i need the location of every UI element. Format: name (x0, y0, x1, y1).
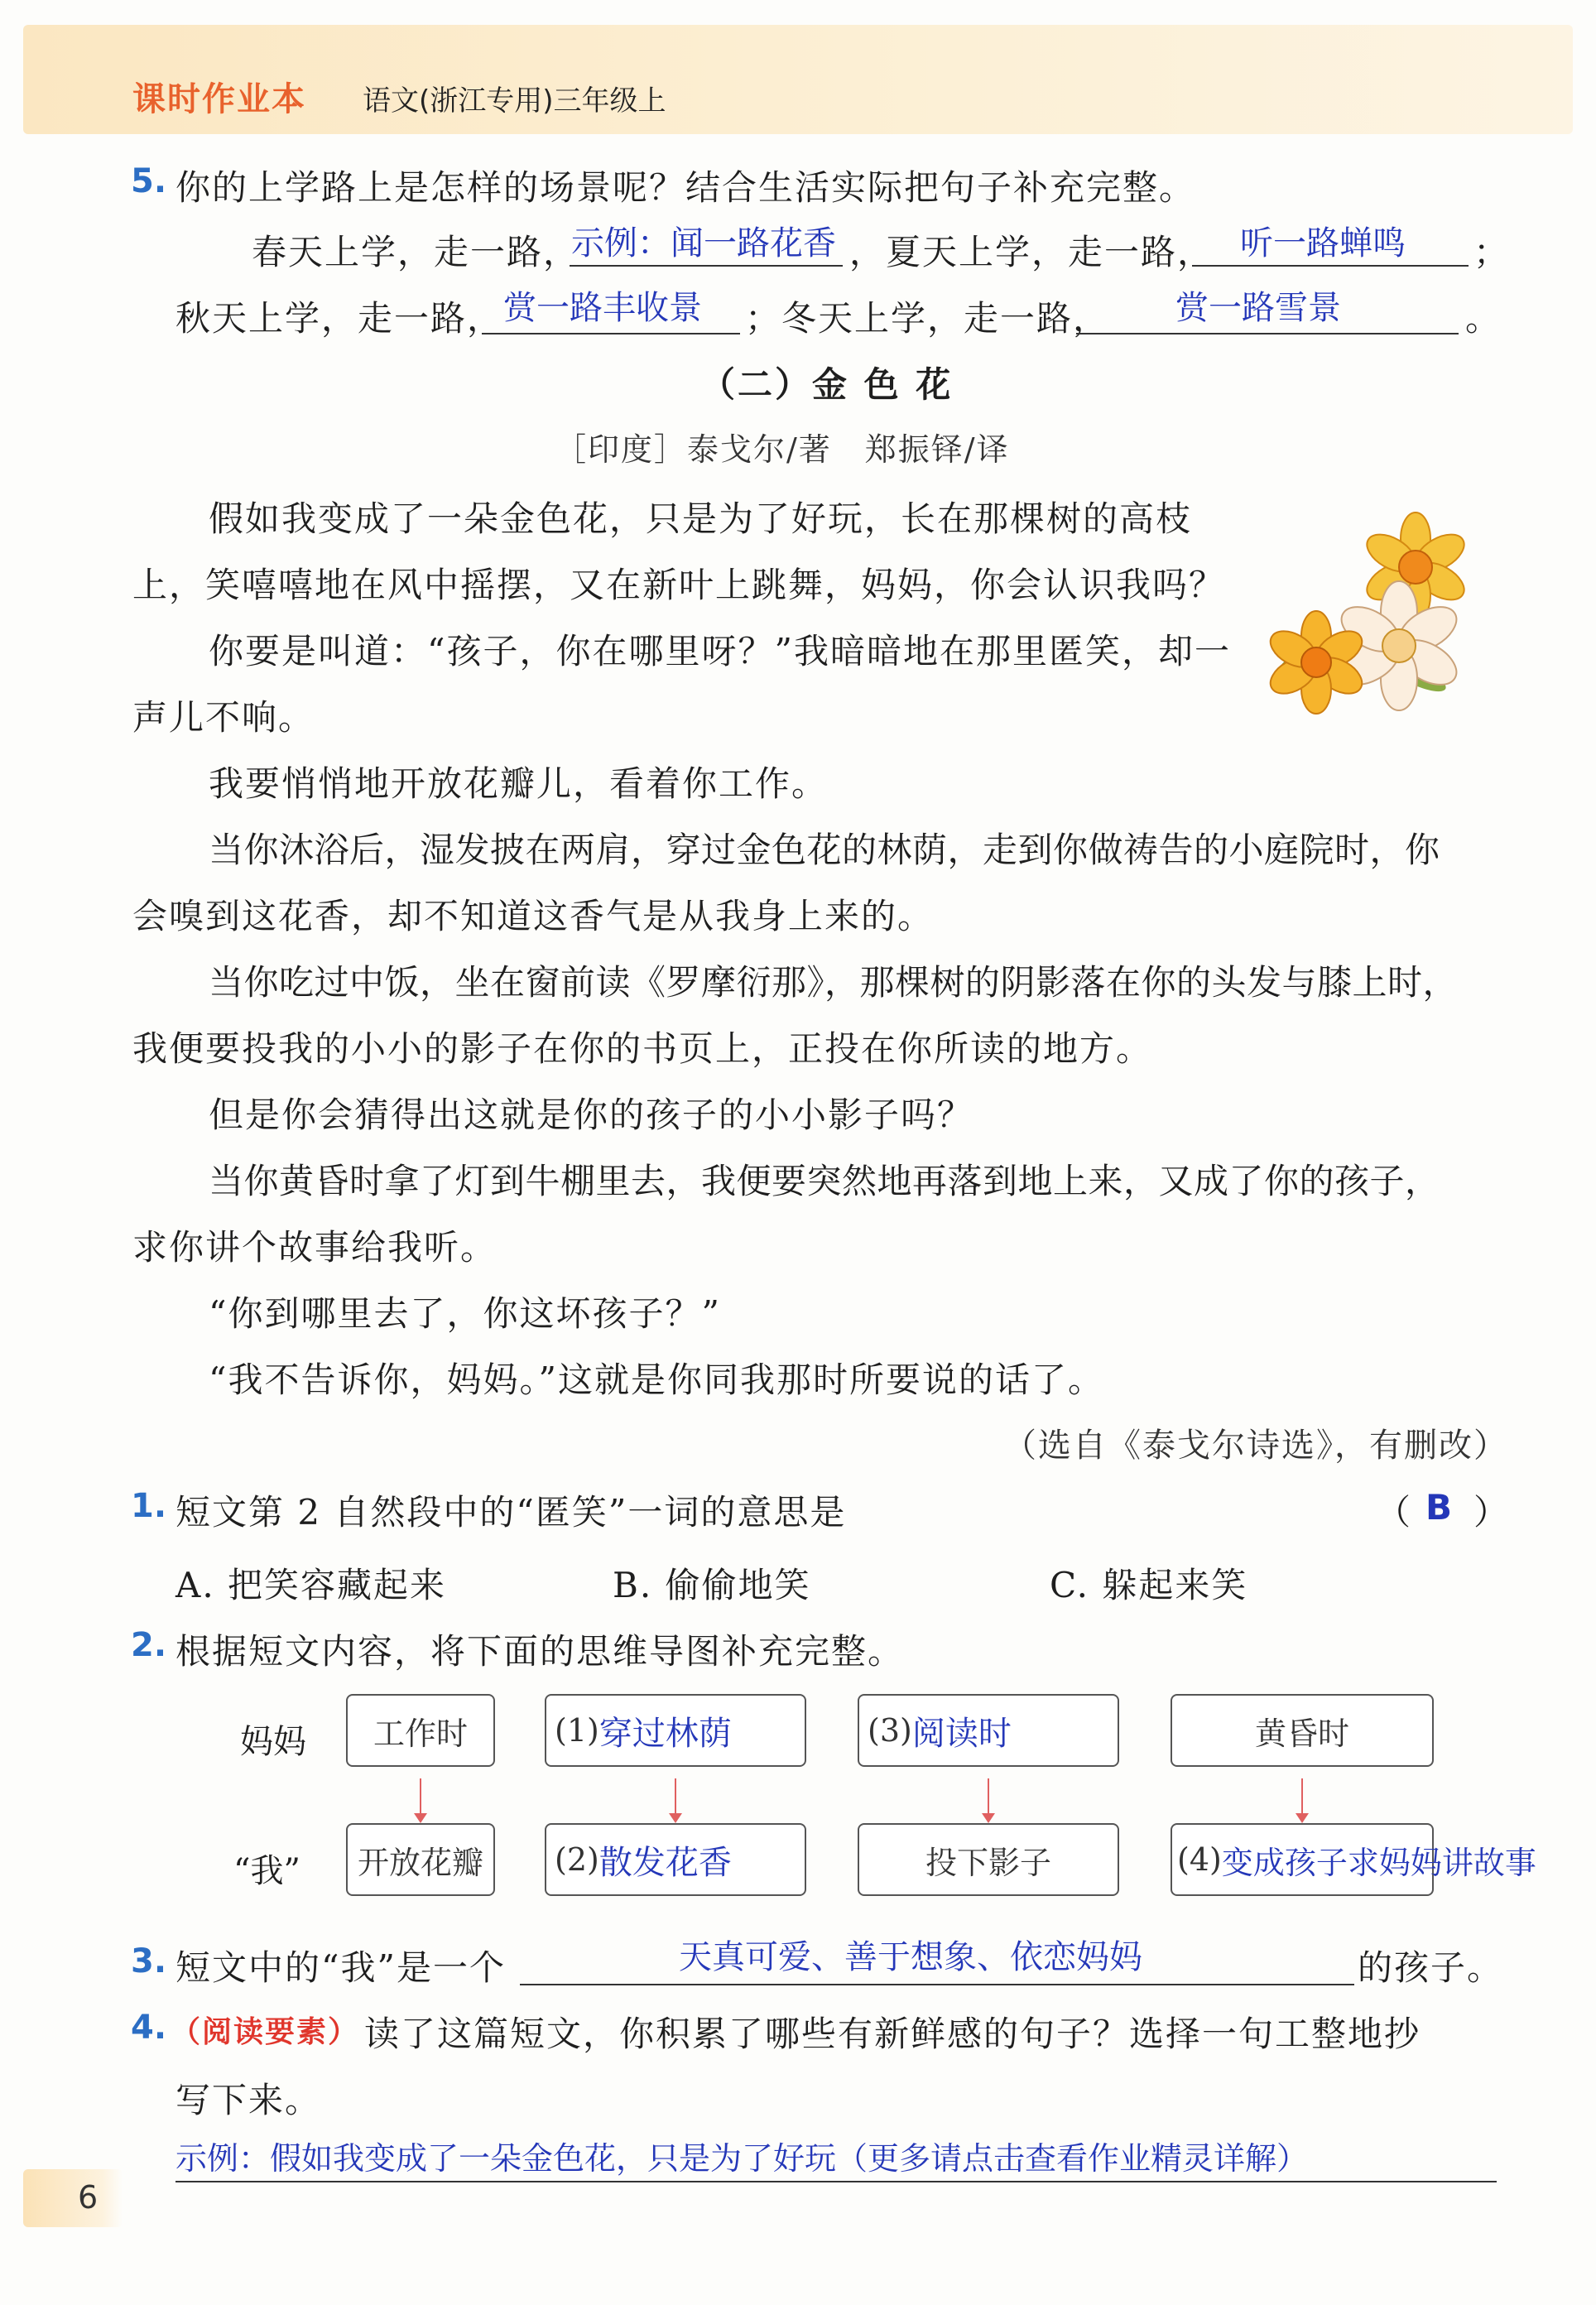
box-prefix: (2) (555, 1841, 599, 1878)
box-answer: 散发花香 (598, 1843, 732, 1882)
box-answer: 阅读时 (911, 1714, 1012, 1753)
passage-source: （选自《泰戈尔诗选》，有删改） (1003, 1427, 1508, 1465)
q5-prompt: 你的上学路上是怎样的场景呢？结合生活实际把句子补充完整。 (175, 167, 1196, 208)
passage-line: 但是你会猜得出这就是你的孩子的小小影子吗？ (209, 1095, 974, 1135)
box-text: 开放花瓣 (357, 1844, 483, 1881)
brand-title: 课时作业本 (132, 80, 306, 118)
page-number: 6 (78, 2179, 99, 2216)
mindmap-top-box-4 (1171, 1694, 1434, 1767)
q3-answer: 天真可爱、善于想象、依恋妈妈 (679, 1938, 1142, 1976)
box-prefix: (4) (1177, 1841, 1222, 1878)
q4-number: 4. (131, 2009, 167, 2047)
q3-blank (520, 1984, 1354, 1985)
q5-winter-lead: ；冬天上学，走一路， (745, 298, 1110, 339)
q5-number: 5. (131, 162, 167, 200)
q5-summer-lead: ，夏天上学，走一路， (849, 232, 1214, 272)
q5-period: 。 (1465, 298, 1502, 339)
q1-paren-open: （ (1376, 1492, 1413, 1533)
mindmap-top-box-1 (346, 1694, 495, 1767)
q4-answer-line (175, 2181, 1497, 2182)
box-text: 黄昏时 (1254, 1715, 1349, 1752)
box-prefix: (1) (555, 1712, 599, 1749)
mindmap-row-label-me: “我” (233, 1852, 300, 1890)
box-answer: 变成孩子求妈妈讲故事 (1221, 1844, 1536, 1881)
passage-line: “我不告诉你，妈妈。”这就是你同我那时所要说的话了。 (209, 1359, 1104, 1400)
q5-autumn-lead: 秋天上学，走一路， (175, 298, 504, 339)
q4-answer: 示例：假如我变成了一朵金色花，只是为了好玩（更多请点击查看作业精灵详解） (175, 2140, 1309, 2177)
box-text: 投下影子 (925, 1844, 1051, 1881)
mindmap-bottom-box-4 (1171, 1823, 1536, 1896)
q4-prompt-line1: 读了这篇短文，你积累了哪些有新鲜感的句子？选择一句工整地抄 (364, 2014, 1421, 2054)
passage-line: “你到哪里去了，你这坏孩子？” (209, 1293, 721, 1334)
q5-summer-answer: 听一路蝉鸣 (1240, 224, 1406, 262)
mindmap-row-label-mom: 妈妈 (240, 1723, 306, 1761)
box-answer: 穿过林荫 (598, 1714, 732, 1753)
passage-line: 上，笑嘻嘻地在风中摇摆，又在新叶上跳舞，妈妈，你会认识我吗？ (132, 565, 1226, 605)
q2-prompt: 根据短文内容，将下面的思维导图补充完整。 (175, 1631, 905, 1672)
passage-line: 会嗅到这花香，却不知道这香气是从我身上来的。 (132, 896, 935, 936)
q2-number: 2. (131, 1626, 167, 1664)
passage-line: 我便要投我的小小的影子在你的书页上，正投在你所读的地方。 (132, 1028, 1153, 1069)
q3-number: 3. (131, 1942, 167, 1980)
q1-paren-close: ） (1473, 1492, 1511, 1533)
mindmap-arrow (988, 1778, 989, 1815)
q1-option-c: C. 躲起来笑 (1050, 1565, 1248, 1605)
subject-title: 语文(浙江专用)三年级上 (363, 84, 666, 118)
q5-spring-answer: 示例：闻一路花香 (571, 224, 836, 262)
q1-option-b: B. 偷偷地笑 (613, 1565, 811, 1605)
mindmap-bottom-box-3 (858, 1823, 1119, 1896)
mindmap-bottom-box-1 (346, 1823, 495, 1896)
box-prefix: (3) (868, 1712, 912, 1749)
mindmap-top-box-3 (858, 1694, 1119, 1767)
passage-author: ［印度］泰戈尔/著 郑振铎/译 (555, 431, 1010, 468)
passage-line: 你要是叫道：“孩子，你在哪里呀？”我暗暗地在那里匿笑，却一 (209, 631, 1231, 671)
q5-summer-blank (1192, 265, 1469, 267)
q1-answer: B (1425, 1487, 1453, 1528)
passage-line: 假如我变成了一朵金色花，只是为了好玩，长在那棵树的高枝 (209, 498, 1193, 539)
q3-tail: 的孩子。 (1358, 1947, 1504, 1988)
passage-line: 当你黄昏时拿了灯到牛棚里去，我便要突然地再落到地上来，又成了你的孩子， (209, 1161, 1440, 1201)
q1-option-a: A. 把笑容藏起来 (175, 1565, 447, 1605)
passage-line: 我要悄悄地开放花瓣儿，看着你工作。 (209, 763, 829, 804)
passage-line: 求你讲个故事给我听。 (132, 1227, 498, 1268)
q3-lead: 短文中的“我”是一个 (175, 1947, 506, 1988)
golden-flower-illustration (1267, 501, 1482, 724)
q5-spring-blank (570, 265, 843, 267)
mindmap-arrow (420, 1778, 421, 1815)
q5-spring-lead: 春天上学，走一路， (252, 232, 580, 272)
q1-number: 1. (131, 1487, 167, 1525)
q5-semicolon: ； (1473, 232, 1511, 272)
page-number-tab (23, 2169, 123, 2227)
q4-prompt-line2: 写下来。 (175, 2080, 322, 2120)
mindmap-arrow (1301, 1778, 1303, 1815)
q5-winter-blank (1076, 333, 1459, 334)
passage-line: 声儿不响。 (132, 697, 315, 738)
mindmap-arrow (675, 1778, 676, 1815)
passage-title: （二）金 色 花 (700, 364, 954, 405)
passage-line: 当你沐浴后，湿发披在两肩，穿过金色花的林荫，走到你做祷告的小庭院时，你 (209, 830, 1440, 870)
mindmap-top-box-2 (545, 1694, 806, 1767)
q4-tag: （阅读要素） (171, 2014, 360, 2049)
q5-winter-answer: 赏一路雪景 (1175, 289, 1341, 327)
passage-line: 当你吃过中饭，坐在窗前读《罗摩衍那》，那棵树的阴影落在你的头发与膝上时， (209, 962, 1459, 1003)
q5-autumn-answer: 赏一路丰收景 (503, 289, 702, 327)
box-text: 工作时 (373, 1715, 468, 1752)
q5-autumn-blank (482, 333, 740, 334)
mindmap-bottom-box-2 (545, 1823, 806, 1896)
q1-prompt: 短文第 2 自然段中的“匿笑”一词的意思是 (175, 1492, 847, 1533)
